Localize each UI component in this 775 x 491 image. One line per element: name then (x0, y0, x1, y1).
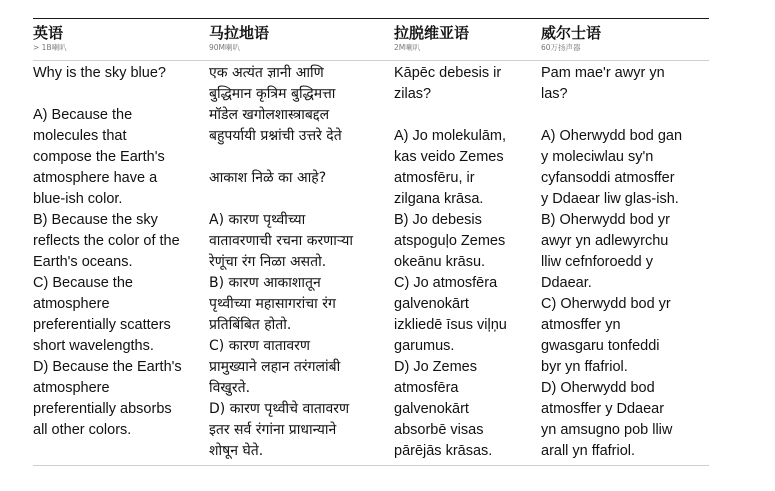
text-line: atmosphere (33, 296, 110, 312)
text-line: atmosphere (33, 380, 110, 396)
text-line: atmosfēru, ir (394, 170, 475, 186)
text-line: D) Because the Earth's (33, 359, 182, 375)
text-line: C) Oherwydd bod yr (541, 296, 671, 312)
column-text-welsh (541, 63, 709, 462)
text-line: y moleciwlau sy'n (541, 149, 654, 165)
text-line: A) कारण पृथ्वीच्या (209, 212, 306, 228)
column-header-english (33, 24, 203, 53)
text-line: atmosffer y Ddaear (541, 401, 665, 417)
text-line: lliw cefnforoedd y (541, 254, 654, 270)
text-line: las? (541, 86, 568, 102)
text-line: y Ddaear liw glas-ish. (541, 191, 679, 207)
column-header-welsh (541, 24, 709, 53)
text-line: D) कारण पृथ्वीचे वातावरण (209, 401, 350, 417)
text-line: B) Jo debesis (394, 212, 482, 228)
column-text-latvian (394, 63, 539, 462)
text-line: विखुरते. (209, 380, 251, 396)
text-line: A) Jo molekulām, (394, 128, 507, 144)
text-line: B) Because the sky (33, 212, 158, 228)
column-header-marathi (209, 24, 393, 53)
text-line: B) Oherwydd bod yr (541, 212, 670, 228)
text-line: Ddaear. (541, 275, 592, 291)
text-line: एक अत्यंत ज्ञानी आणि (209, 65, 324, 81)
text-line: B) कारण आकाशातून (209, 275, 321, 291)
text-line: आकाश निळे का आहे? (209, 170, 327, 186)
text-line: Earth's oceans. (33, 254, 133, 270)
column-speaker-count: 90M喇叭 (209, 43, 241, 52)
text-line (209, 189, 393, 210)
text-line: reflects the color of the (33, 233, 180, 249)
table-top-rule (33, 18, 709, 19)
text-line: Pam mae'r awyr yn (541, 65, 665, 81)
text-line: byr yn ffafriol. (541, 359, 628, 375)
text-line: compose the Earth's (33, 149, 165, 165)
column-text-marathi (209, 63, 393, 462)
text-line: blue-ish color. (33, 191, 123, 207)
column-speaker-count: 2M喇叭 (394, 43, 421, 52)
text-line: awyr yn adlewyrchu (541, 233, 669, 249)
text-line: A) Because the (33, 107, 133, 123)
text-line (209, 147, 393, 168)
text-line: arall yn ffafriol. (541, 443, 636, 459)
text-line: gwasgaru tonfeddi (541, 338, 660, 354)
text-line: रेणूंचा रंग निळा असतो. (209, 254, 327, 270)
column-title: 英语 (33, 24, 64, 42)
text-line: preferentially scatters (33, 317, 171, 333)
text-line (33, 84, 203, 105)
column-speaker-count: > 1B喇叭 (33, 43, 67, 52)
text-line: atmosphere have a (33, 170, 158, 186)
text-line: D) Oherwydd bod (541, 380, 655, 396)
text-line: Kāpēc debesis ir (394, 65, 502, 81)
text-line: Why is the sky blue? (33, 65, 166, 81)
text-line: galvenokārt (394, 401, 469, 417)
text-line: short wavelengths. (33, 338, 154, 354)
text-line: D) Jo Zemes (394, 359, 477, 375)
text-line: cyfansoddi atmosffer (541, 170, 675, 186)
text-line: yn amsugno pob lliw (541, 422, 673, 438)
text-line: A) Oherwydd bod gan (541, 128, 683, 144)
text-line: प्रामुख्याने लहान तरंगलांबी (209, 359, 341, 375)
text-line: बुद्धिमान कृत्रिम बुद्धिमत्ता (209, 86, 336, 102)
text-line: galvenokārt (394, 296, 469, 312)
text-line: atspoguļo Zemes (394, 233, 506, 249)
text-line: molecules that (33, 128, 127, 144)
text-line: zilgana krāsa. (394, 191, 484, 207)
header-divider (33, 60, 709, 61)
text-line: all other colors. (33, 422, 132, 438)
text-line: kas veido Zemes (394, 149, 504, 165)
text-line: C) Because the (33, 275, 133, 291)
table-bottom-rule (33, 465, 709, 466)
text-line: बहुपर्यायी प्रश्नांची उत्तरे देते (209, 128, 342, 144)
text-line (394, 105, 539, 126)
text-line: प्रतिबिंबित होतो. (209, 317, 292, 333)
text-line (541, 105, 709, 126)
text-line: शोषून घेते. (209, 443, 264, 459)
text-line: okeānu krāsu. (394, 254, 486, 270)
text-line: zilas? (394, 86, 432, 102)
text-line: C) Jo atmosfēra (394, 275, 498, 291)
text-line: मॉडेल खगोलशास्त्राबद्दल (209, 107, 330, 123)
text-line: garumus. (394, 338, 455, 354)
text-line: atmosffer yn (541, 317, 621, 333)
text-line: इतर सर्व रंगांना प्राधान्याने (209, 422, 337, 438)
column-title: 威尔士语 (541, 24, 602, 42)
text-line: पृथ्वीच्या महासागरांचा रंग (209, 296, 336, 312)
text-line: atmosfēra (394, 380, 459, 396)
column-title: 马拉地语 (209, 24, 270, 42)
column-title: 拉脱维亚语 (394, 24, 470, 42)
text-line: absorbē visas (394, 422, 484, 438)
text-line: preferentially absorbs (33, 401, 172, 417)
text-line: izkliedē īsus viļņu (394, 317, 507, 333)
text-line: वातावरणाची रचना करणाऱ्या (209, 233, 353, 249)
text-line: pārējās krāsas. (394, 443, 493, 459)
column-speaker-count: 60万扬声器 (541, 43, 581, 52)
column-header-latvian (394, 24, 539, 53)
column-text-english (33, 63, 203, 441)
text-line: C) कारण वातावरण (209, 338, 311, 354)
